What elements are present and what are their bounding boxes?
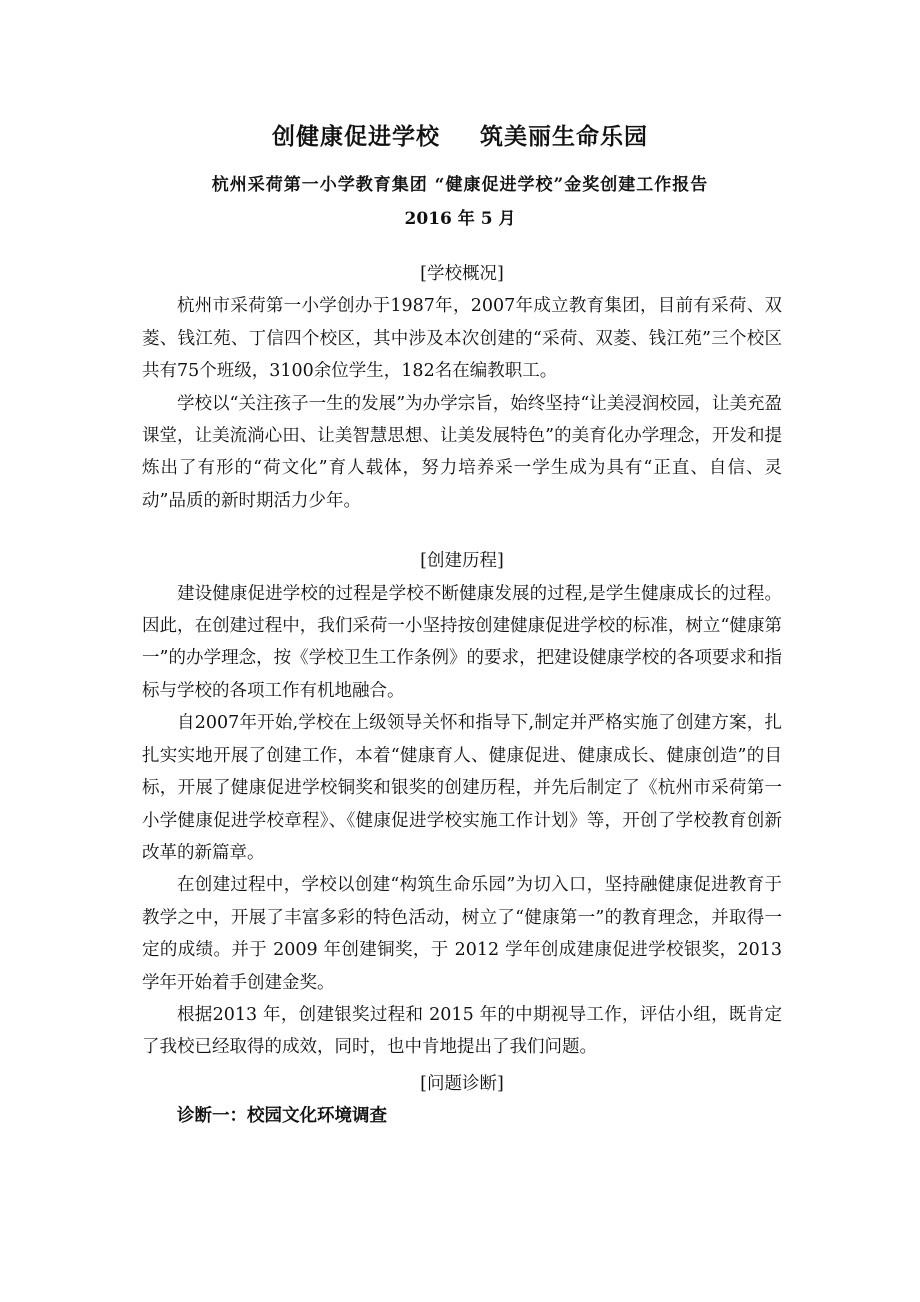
- history-paragraph-1: 建设健康促进学校的过程是学校不断健康发展的过程,是学生健康成长的过程。因此，在创建过程中，我们采荷一小坚持按创建健康促进学校的标准，树立“健康第一”的办学理念，按《学校卫生工作条例》的要求，把建设健康学校的各项要求和指标与学校的各项工作有机地融合。: [142, 583, 782, 701]
- document-body: [142, 258, 782, 1133]
- document-subtitle: 杭州采荷第一小学教育集团 “健康促进学校”金奖创建工作报告: [211, 175, 709, 195]
- section-heading-diagnosis: [问题诊断]: [420, 1073, 504, 1094]
- document-title: [0, 118, 920, 151]
- history-paragraph-4: 根据2013 年，创建银奖过程和 2015 年的中期视导工作，评估小组，既肯定了我校已经取得的成效，同时，也中肯地提出了我们问题。: [142, 1004, 782, 1058]
- title-part-2: 筑美丽生命乐园: [480, 123, 648, 150]
- title-part-1: 创健康促进学校: [272, 123, 440, 150]
- overview-paragraph-1: 杭州市采荷第一小学创办于1987年，2007年成立教育集团，目前有采荷、双菱、钱江苑、丁信四个校区，其中涉及本次创建的“采荷、双菱、钱江苑”三个校区共有75个班级，3100余位学生，182名在编教职工。: [142, 296, 782, 382]
- history-paragraph-2: 自2007年开始,学校在上级领导关怀和指导下,制定并严格实施了创建方案，扎扎实实地开展了创建工作，本着“健康育人、健康促进、健康成长、健康创造”的目标，开展了健康促进学校铜奖和银奖的创建历程，并先后制定了《杭州市采荷第一小学健康促进学校章程》、《健康促进学校实施工作计划》等，开创了学校教育创新改革的新篇章。: [142, 713, 782, 863]
- diagnosis-item-1: 诊断一：校园文化环境调查: [177, 1106, 387, 1127]
- overview-paragraph-2: 学校以“关注孩子一生的发展”为办学宗旨，始终坚持“让美浸润校园，让美充盈课堂，让美流淌心田、让美智慧思想、让美发展特色”的美育化办学理念，开发和提炼出了有形的“荷文化”育人载体，努力培养采一学生成为具有“正直、自信、灵动”品质的新时期活力少年。: [142, 393, 782, 511]
- history-paragraph-3: 在创建过程中，学校以创建“构筑生命乐园”为切入口，坚持融健康促进教育于教学之中，开展了丰富多彩的特色活动，树立了“健康第一”的教育理念，并取得一定的成绩。并于 2009 年创建铜奖，于 2012 学年创成建康促进学校银奖，2013 学年开始着手创建金奖。: [142, 875, 782, 993]
- document-date: 2016 年 5 月: [404, 209, 516, 229]
- section-heading-overview: [学校概况]: [420, 264, 504, 284]
- section-heading-history: [创建历程]: [420, 551, 504, 572]
